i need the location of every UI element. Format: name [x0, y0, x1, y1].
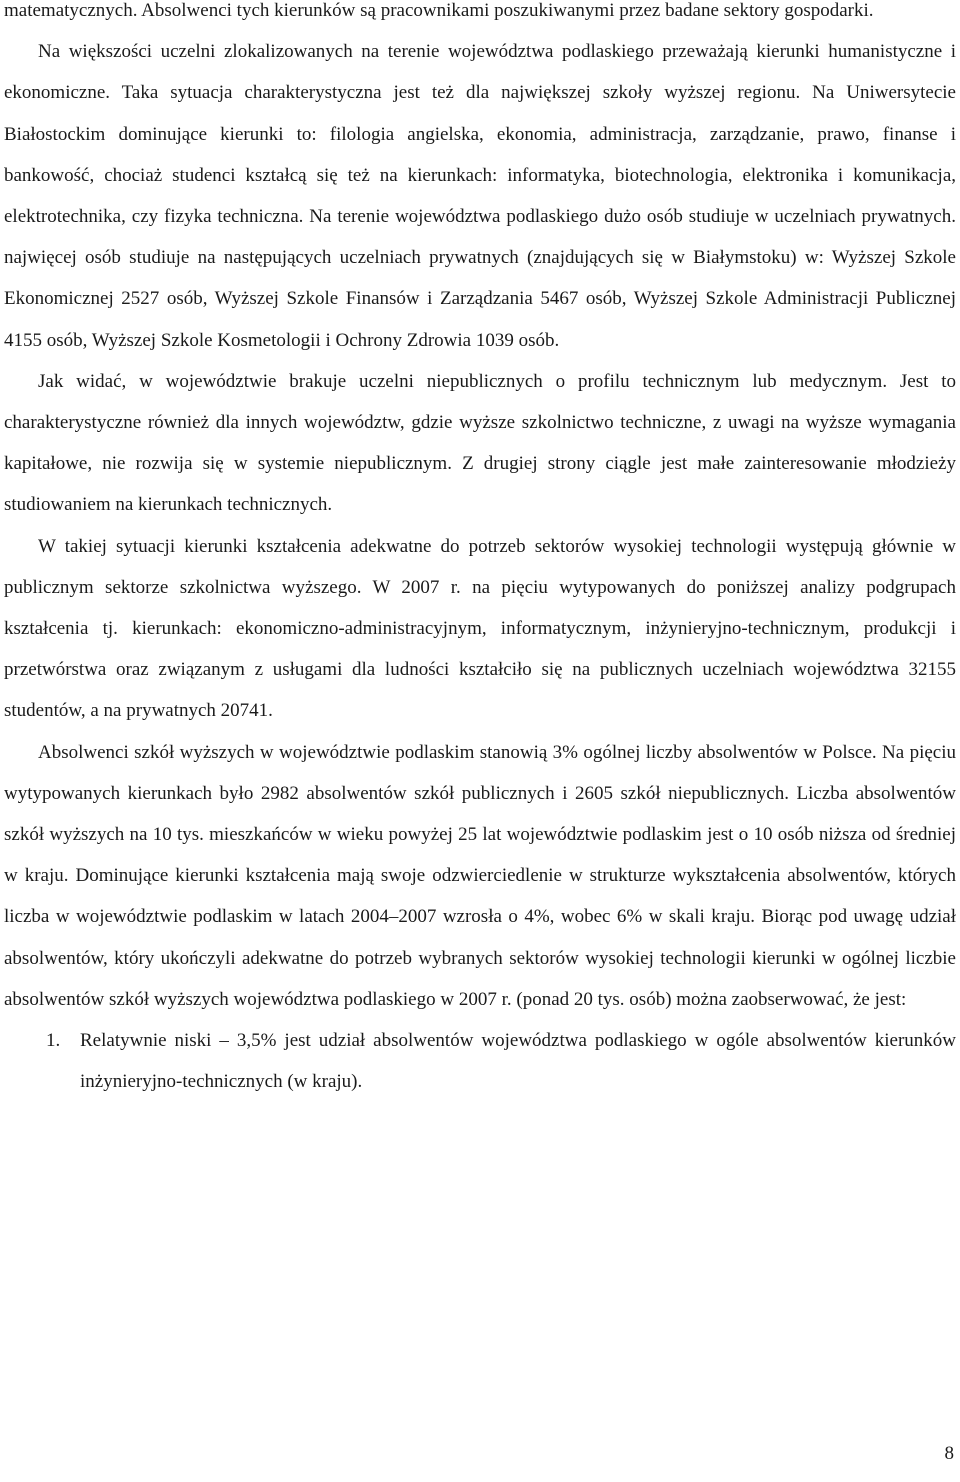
findings-list	[4, 1020, 956, 1102]
paragraph-lack-of-technical-private: Jak widać, w województwie brakuje uczelni niepublicznych o profilu technicznym lub medycznym. Jest to charakterystyczne również dla innych województw, gdzie wyższe szkolnictwo techniczne, z uwagi na wyższe wymagania kapitałowe, nie rozwija się w systemie niepublicznym. Z drugiej strony ciągle jest małe zainteresowanie młodzieży studiowaniem na kierunkach technicznych.	[4, 370, 956, 516]
list-item	[4, 1020, 956, 1102]
paragraph-universities-profile: Na większości uczelni zlokalizowanych na terenie województwa podlaskiego przeważają kierunki humanistyczne i ekonomiczne. Taka sytuacja charakterystyczna jest też dla największej szkoły wyższej regionu. Na Uniwersytecie Białostockim dominujące kierunki to: filologia angielska, ekonomia, administracja, zarządzanie, prawo, finanse i bankowość, chociaż studenci kształcą się też na kierunkach: informatyka, biotechnologia, elektronika i komunikacja, elektrotechnika, czy fizyka techniczna. Na terenie województwa podlaskiego dużo osób studiuje w uczelniach prywatnych. najwięcej osób studiuje na następujących uczelniach prywatnych (znajdujących się w Białymstoku) w: Wyższej Szkole Ekonomicznej 2527 osób, Wyższej Szkole Finansów i Zarządzania 5467 osób, Wyższej Szkole Administracji Publicznej 4155 osób, Wyższej Szkole Kosmetologii i Ochrony Zdrowia 1039 osób.	[4, 41, 956, 351]
paragraph-high-tech-fields: W takiej sytuacji kierunki kształcenia adekwatne do potrzeb sektorów wysokiej technologii występują głównie w publicznym sektorze szkolnictwa wyższego. W 2007 r. na pięciu wytypowanych do poniższej analizy podgrupach kształcenia tj. kierunkach: ekonomiczno-administracyjnym, informatycznym, inżynieryjno-technicznym, produkcji i przetwórstwa oraz związanym z usługami dla ludności kształciło się na publicznych uczelniach województwa 32155 studentów, a na prywatnych 20741.	[4, 535, 956, 722]
page-number: 8	[944, 1443, 954, 1464]
page-body	[4, 0, 956, 1102]
paragraph-graduates-sought: matematycznych. Absolwenci tych kierunków są pracownikami poszukiwanymi przez badane sektory gospodarki.	[4, 0, 874, 21]
list-item-text: Relatywnie niski – 3,5% jest udział absolwentów województwa podlaskiego w ogóle absolwentów kierunków inżynieryjno-technicznych (w kraju).	[80, 1030, 956, 1093]
list-item-number: 1.	[46, 1030, 61, 1052]
paragraph-graduates-share: Absolwenci szkół wyższych w województwie podlaskim stanowią 3% ogólnej liczby absolwentów w Polsce. Na pięciu wytypowanych kierunkach było 2982 absolwentów szkół publicznych i 2605 szkół niepublicznych. Liczba absolwentów szkół wyższych na 10 tys. mieszkańców w wieku powyżej 25 lat województwie podlaskim jest o 10 osób niższa od średniej w kraju. Dominujące kierunki kształcenia mają swoje odzwierciedlenie w strukturze wykształcenia absolwentów, których liczba w województwie podlaskim w latach 2004–2007 wzrosła o 4%, wobec 6% w skali kraju. Biorąc pod uwagę udział absolwentów, który ukończyli adekwatne do potrzeb wybranych sektorów wysokiej technologii kierunki w ogólnej liczbie absolwentów szkół wyższych województwa podlaskiego w 2007 r. (ponad 20 tys. osób) można zaobserwować, że jest:	[4, 741, 956, 1010]
